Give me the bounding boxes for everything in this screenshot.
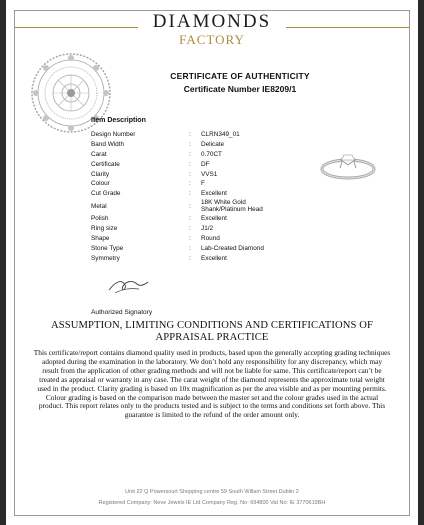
spec-separator: : — [189, 160, 191, 168]
spec-label: Colour — [91, 180, 110, 188]
authorized-signatory-label: Authorized Signatory — [91, 309, 153, 316]
spec-value-line-2: Shank/Platinum Head — [201, 206, 263, 214]
spec-separator: : — [189, 131, 191, 138]
spec-separator: : — [189, 215, 191, 223]
brand-name: DIAMONDS — [152, 11, 272, 32]
signature-image — [106, 275, 152, 297]
spec-value: Excellent — [201, 190, 227, 198]
spec-row-ring-size — [91, 224, 311, 234]
spec-value: Excellent — [201, 215, 227, 223]
footer-address: Unit 22 Q Powersourt Shopping centre 59 South Willam Street Dublin 2 — [125, 489, 299, 495]
spec-value: Lab-Created Diamond — [201, 244, 264, 252]
spec-row-clarity — [91, 170, 311, 180]
spec-separator: : — [189, 225, 191, 233]
certificate-number: Certificate Number IE8209/1 — [183, 84, 297, 94]
spec-row-design-number — [91, 130, 311, 140]
spec-row-carat — [91, 150, 311, 160]
brand-rule-left — [14, 27, 138, 28]
spec-separator: : — [189, 244, 191, 252]
spec-value: CLRN349_01 — [201, 131, 240, 138]
spec-row-metal — [91, 199, 311, 214]
spec-separator: : — [189, 140, 191, 148]
spec-row-certificate — [91, 160, 311, 170]
spec-row-stone-type — [91, 244, 311, 254]
spec-label: Polish — [91, 215, 109, 223]
spec-separator: : — [189, 190, 191, 198]
spec-label: Metal — [91, 203, 107, 211]
spec-value: Delicate — [201, 140, 225, 148]
spec-label: Design Number — [91, 131, 136, 138]
spec-row-band-width — [91, 140, 311, 150]
spec-separator: : — [189, 170, 191, 178]
spec-label: Clarity — [91, 170, 110, 178]
spec-label: Ring size — [91, 225, 118, 233]
spec-label: Stone Type — [91, 244, 124, 252]
spec-value-line-1: 18K White Gold — [201, 199, 246, 207]
spec-row-symmetry — [91, 254, 311, 264]
spec-value: DF — [201, 160, 210, 168]
spec-value: Round — [201, 235, 220, 243]
spec-row-colour — [91, 179, 311, 189]
spec-value: Excellent — [201, 254, 227, 262]
spec-separator: : — [189, 254, 191, 262]
brand-rule-right — [286, 27, 410, 28]
item-description-heading: Item Description — [91, 117, 146, 124]
spec-table — [91, 130, 311, 264]
spec-separator: : — [189, 235, 191, 243]
conditions-heading: ASSUMPTION, LIMITING CONDITIONS AND CERTIFICATIONS OF APPRAISAL PRACTICE — [51, 320, 373, 343]
spec-row-shape — [91, 234, 311, 244]
spec-label: Carat — [91, 150, 107, 158]
spec-value: J1/2 — [201, 225, 214, 233]
ring-image — [318, 138, 380, 184]
spec-separator: : — [189, 180, 191, 188]
brand-subtitle: FACTORY — [179, 32, 245, 47]
spec-separator: : — [189, 150, 191, 158]
spec-label: Band Width — [91, 140, 125, 148]
certificate-title: CERTIFICATE OF AUTHENTICITY — [170, 71, 310, 81]
spec-label: Shape — [91, 235, 110, 243]
spec-value: VVS1 — [201, 170, 218, 178]
spec-label: Cut Grade — [91, 190, 121, 198]
spec-separator: : — [189, 203, 191, 211]
spec-value: 0.70CT — [201, 150, 222, 158]
spec-label: Certificate — [91, 160, 120, 168]
footer-registered-company: Registered Company: Neve Jewels IE Ltd Company Reg. No: 694800 Vat No: IE 3770619BH — [98, 500, 326, 506]
conditions-body: This certificate/report contains diamond quality used in products, based upon the generally accepting grading techniques adopted during the examination in the laboratory. We don’t hold any responsibility for any discrepancy, which may result from the application of other grading methods and will not be liable for same. This certificate/report can’t be treated as appraisal or warranty in any case. The carat weight of the diamond represents the approximate total weight used in the product. Clarity grading is based on 10x magnification as per the area visible and as per mounting permits. Colour grading is based on the comparison made between the master set and the colour grades used in the actual product. This report relates only to the products tested and is subject to the terms and conditions set forth above. This guarantee is limited to the refund of the order amount only. — [33, 348, 391, 420]
spec-value — [201, 199, 311, 213]
spec-row-cut-grade — [91, 189, 311, 199]
spec-row-polish — [91, 214, 311, 224]
spec-label: Symmetry — [91, 254, 120, 262]
spec-value: F — [201, 180, 205, 188]
